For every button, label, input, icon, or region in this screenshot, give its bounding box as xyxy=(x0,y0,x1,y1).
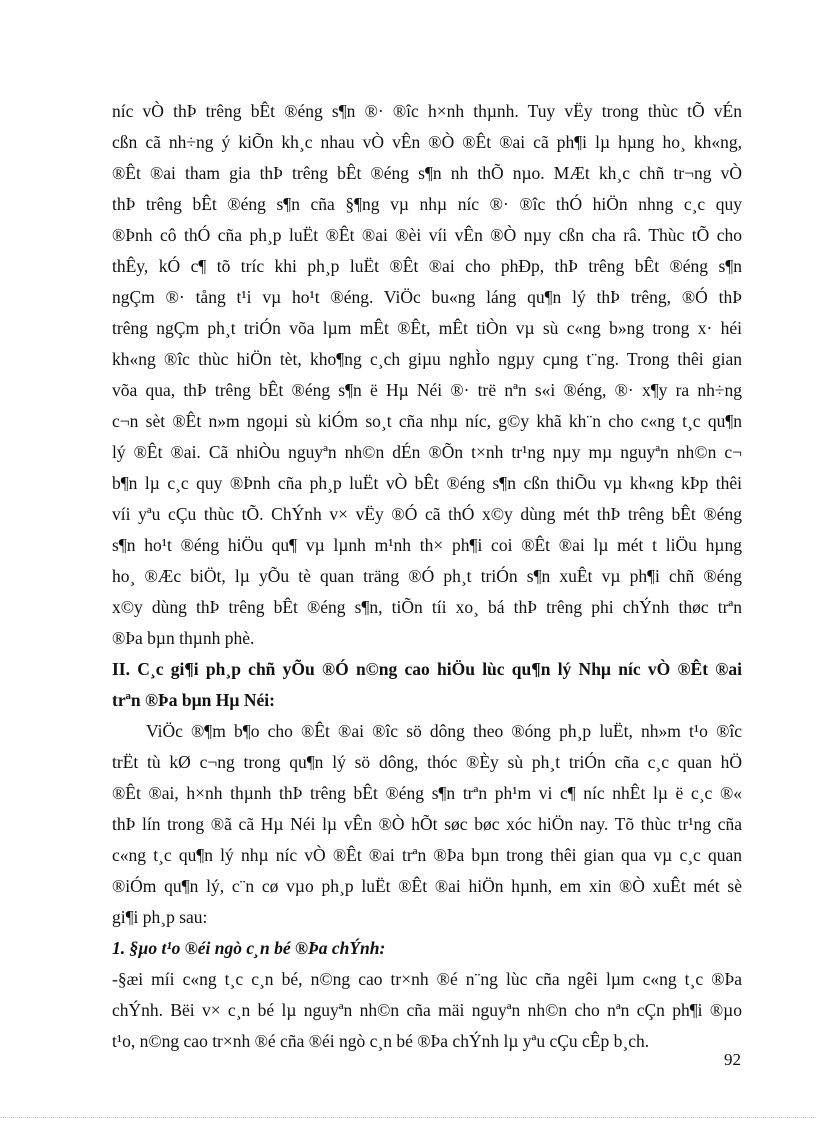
text-line: gi¶i ph¸p sau: xyxy=(112,907,208,927)
text-line: t¹o, n©ng cao tr×nh ®é cña ®éi ngò c¸n bé ®Þa chÝnh lµ yªu cÇu cÊp b¸ch. xyxy=(112,1031,650,1051)
heading-line: trªn ®Þa bµn Hµ Néi: xyxy=(112,690,275,710)
paragraph xyxy=(112,964,742,1057)
section-heading xyxy=(112,654,742,716)
text-line: ViÖc ®¶m b¶o cho ®Êt ®ai ®îc sö dông theo ®óng ph¸p luËt, nh»m t¹o ®îc xyxy=(146,721,742,741)
text-line: ®Þnh cô thÓ cña ph¸p luËt ®Êt ®ai ®èi víi vÊn ®Ò nµy cßn cha râ. Thùc tÕ cho xyxy=(112,225,742,245)
paragraph xyxy=(112,96,742,654)
text-line: c¬n sèt ®Êt n»m ngoµi sù kiÓm so¸t cña nhµ níc, g©y khã kh¨n cho c«ng t¸c qu¶n xyxy=(112,411,742,431)
text-line: thÞ trêng bÊt ®éng s¶n cña §¶ng vµ nhµ níc ®· ®îc thÓ hiÖn nhng c¸c quy xyxy=(112,194,742,214)
text-line: ®iÓm qu¶n lý, c¨n cø vµo ph¸p luËt ®Êt ®ai hiÖn hµnh, em xin ®Ò xuÊt mét sè xyxy=(112,876,742,896)
page-number: 92 xyxy=(724,1050,741,1069)
text-line: s¶n ho¹t ®éng hiÖu qu¶ vµ lµnh m¹nh th× ph¶i coi ®Êt ®ai lµ mét t liÖu hµng xyxy=(112,535,742,555)
page-divider xyxy=(0,1117,816,1118)
text-line: chÝnh. Bëi v× c¸n bé lµ nguyªn nh©n cña mäi nguyªn nh©n cho nªn cÇn ph¶i ®µo xyxy=(112,1000,742,1020)
text-line: thÞ lín trong ®ã cã Hµ Néi lµ vÊn ®Ò hÕt søc bøc xóc hiÖn nay. Tõ thùc tr¹ng cña xyxy=(112,814,742,834)
subsection-heading: 1. §µo t¹o ®éi ngò c¸n bé ®Þa chÝnh: xyxy=(112,938,386,958)
text-line: ®Êt ®ai, h×nh thµnh thÞ trêng bÊt ®éng s¶n trªn ph¹m vi c¶ níc nhÊt lµ ë c¸c ®« xyxy=(112,783,742,803)
text-line: níc vÒ thÞ trêng bÊt ®éng s¶n ®· ®îc h×nh thµnh. Tuy vËy trong thùc tÕ vÉn xyxy=(112,101,742,121)
page-body xyxy=(112,96,742,1057)
text-line: b¶n lµ c¸c quy ®Þnh cña ph¸p luËt vÒ bÊt ®éng s¶n cßn thiÕu vµ kh«ng kÞp thêi xyxy=(112,473,742,493)
text-line: ®Êt ®ai tham gia thÞ trêng bÊt ®éng s¶n nh thÕ nµo. MÆt kh¸c chñ tr¬ng vÒ xyxy=(112,163,742,183)
text-line: víi yªu cÇu thùc tÕ. ChÝnh v× vËy ®Ó cã thÓ x©y dùng mét thÞ trêng bÊt ®éng xyxy=(112,504,742,524)
text-line: trêng ngÇm ph¸t triÓn võa lµm mÊt ®Êt, mÊt tiÒn vµ sù c«ng b»ng trong x· héi xyxy=(112,318,742,338)
text-line: võa qua, thÞ trêng bÊt ®éng s¶n ë Hµ Néi ®· trë nªn s«i ®éng, ®· x¶y ra nh÷ng xyxy=(112,380,742,400)
text-line: lý ®Êt ®ai. Cã nhiÒu nguyªn nh©n dÉn ®Õn t×nh tr¹ng nµy mµ nguyªn nh©n c¬ xyxy=(112,442,742,462)
heading-line: II. C¸c gi¶i ph¸p chñ yÕu ®Ó n©ng cao hiÖu lùc qu¶n lý Nhµ níc vÒ ®Êt ®ai xyxy=(112,659,742,679)
paragraph xyxy=(112,716,742,933)
text-line: x©y dùng thÞ trêng bÊt ®éng s¶n, tiÕn tíi xo¸ bá thÞ trêng phi chÝnh thøc trªn xyxy=(112,597,742,617)
text-line: thÊy, kÓ c¶ tõ tríc khi ph¸p luËt ®Êt ®ai cho phÐp, thÞ trêng bÊt ®éng s¶n xyxy=(112,256,742,276)
text-line: kh«ng ®îc thùc hiÖn tèt, kho¶ng c¸ch giµu nghÌo ngµy cµng t¨ng. Trong thêi gian xyxy=(112,349,742,369)
text-line: ngÇm ®· tång t¹i vµ ho¹t ®éng. ViÖc bu«ng láng qu¶n lý thÞ trêng, ®Ó thÞ xyxy=(112,287,742,307)
text-line: c«ng t¸c qu¶n lý nhµ níc vÒ ®Êt ®ai trªn ®Þa bµn trong thêi gian qua vµ c¸c quan xyxy=(112,845,742,865)
text-line: trËt tù kØ c¬ng trong qu¶n lý sö dông, thóc ®Èy sù ph¸t triÓn cña c¸c quan hÖ xyxy=(112,752,742,772)
text-line: ®Þa bµn thµnh phè. xyxy=(112,628,255,648)
text-line: cßn cã nh÷ng ý kiÕn kh¸c nhau vÒ vÊn ®Ò ®Êt ®ai cã ph¶i lµ hµng ho¸ kh«ng, xyxy=(112,132,742,152)
text-line: ho¸ ®Æc biÖt, lµ yÕu tè quan träng ®Ó ph¸t triÓn s¶n xuÊt vµ ph¶i chñ ®éng xyxy=(112,566,742,586)
text-line: -§æi míi c«ng t¸c c¸n bé, n©ng cao tr×nh ®é n¨ng lùc cña ngêi lµm c«ng t¸c ®Þa xyxy=(112,969,742,989)
